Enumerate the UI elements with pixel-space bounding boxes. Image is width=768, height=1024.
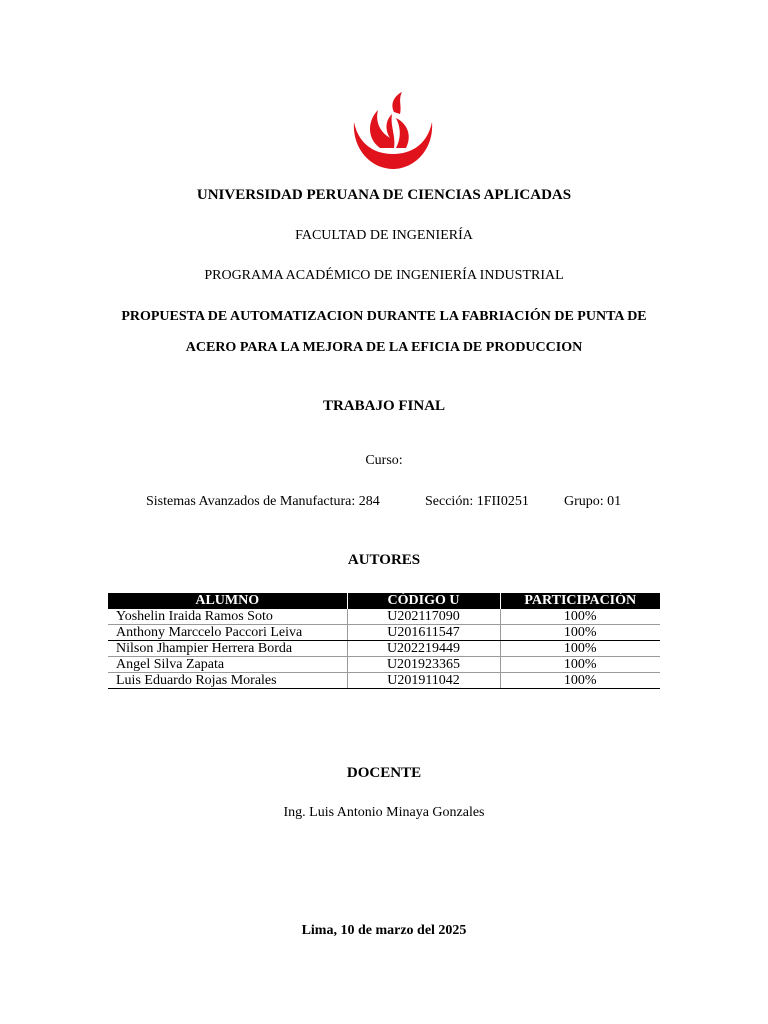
table-row [108, 625, 660, 641]
student-name: Nilson Jhampier Herrera Borda [108, 641, 347, 657]
university-name: UNIVERSIDAD PERUANA DE CIENCIAS APLICADAS [196, 187, 572, 203]
table-row [108, 641, 660, 657]
student-participation: 100% [500, 673, 660, 689]
docente-name: Ing. Luis Antonio Minaya Gonzales [283, 805, 485, 820]
student-code: U201911042 [347, 673, 500, 689]
authors-table [108, 593, 660, 689]
student-code: U201611547 [347, 625, 500, 641]
table-row [108, 673, 660, 689]
student-code: U202219449 [347, 641, 500, 657]
table-header-row [108, 593, 660, 609]
work-type: TRABAJO FINAL [322, 398, 446, 414]
university-logo-icon [350, 92, 436, 170]
student-participation: 100% [500, 609, 660, 625]
student-participation: 100% [500, 625, 660, 641]
project-title-line-2: ACERO PARA LA MEJORA DE LA EFICIA DE PRODUCCION [185, 340, 583, 355]
column-header-alumno: ALUMNO [108, 593, 347, 609]
student-name: Anthony Marccelo Paccori Leiva [108, 625, 347, 641]
table-row [108, 657, 660, 673]
student-name: Yoshelin Iraida Ramos Soto [108, 609, 347, 625]
student-name: Angel Silva Zapata [108, 657, 347, 673]
table-row [108, 609, 660, 625]
faculty-name: FACULTAD DE INGENIERÍA [295, 228, 473, 243]
student-participation: 100% [500, 641, 660, 657]
course-section: Sección: 1FII0251 [425, 494, 529, 509]
course-info [0, 493, 768, 511]
docente-heading: DOCENTE [346, 765, 422, 781]
column-header-participacion: PARTICIPACIÓN [500, 593, 660, 609]
project-title-line-1: PROPUESTA DE AUTOMATIZACION DURANTE LA FABRIACIÓN DE PUNTA DE [121, 309, 647, 324]
student-code: U202117090 [347, 609, 500, 625]
course-name: Sistemas Avanzados de Manufactura: 284 [146, 494, 380, 509]
student-code: U201923365 [347, 657, 500, 673]
place-date: Lima, 10 de marzo del 2025 [301, 923, 467, 938]
student-participation: 100% [500, 657, 660, 673]
column-header-codigo: CÓDIGO U [347, 593, 500, 609]
program-name: PROGRAMA ACADÉMICO DE INGENIERÍA INDUSTRIAL [204, 268, 564, 283]
course-label: Curso: [365, 453, 403, 468]
authors-heading: AUTORES [347, 552, 421, 568]
student-name: Luis Eduardo Rojas Morales [108, 673, 347, 689]
course-group: Grupo: 01 [564, 494, 622, 509]
